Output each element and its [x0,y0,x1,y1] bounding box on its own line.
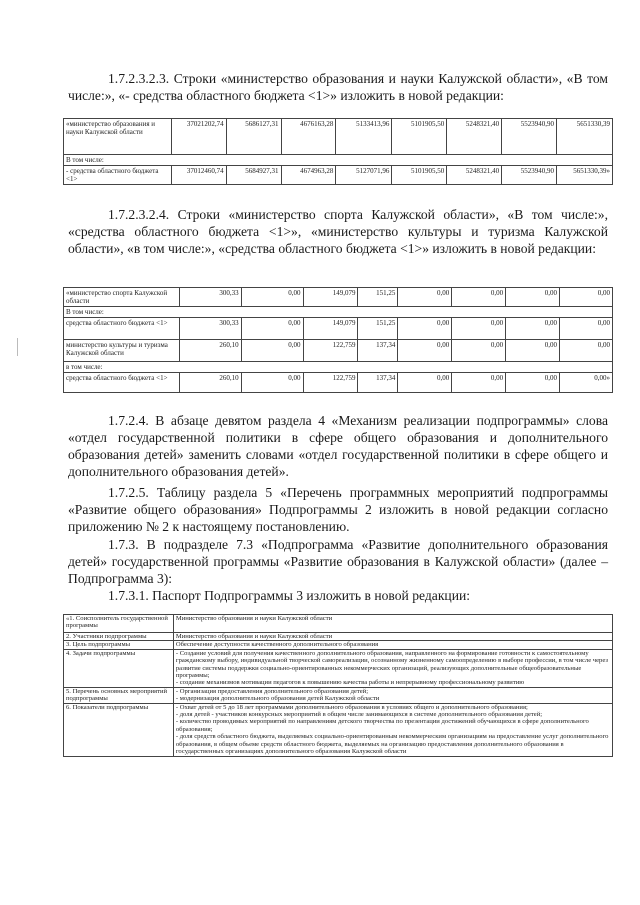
table-row: средства областного бюджета <1> 260,10 0,00 122,759 137,34 0,00 0,00 0,00 0,00» [64,373,613,393]
table-row: В том числе: [64,155,613,166]
table-row: 2. Участники подпрограммы Министерство образования и науки Калужской области [64,633,613,641]
paragraph-1-7-3-1: 1.7.3.1. Паспорт Подпрограммы 3 изложить в новой редакции: [108,588,471,603]
table-ministry-sport-culture [63,287,613,393]
table-row: 3. Цель подпрограммы Обеспечение доступности качественного дополнительного образования [64,641,613,649]
table-row: - средства областного бюджета <1> 37012460,74 5684927,31 4674963,28 5127071,96 5101905,50 5248321,40 5523940,90 5651330,39» [64,166,613,185]
table-ministry-education [63,118,613,185]
table-row: 5. Перечень основных мероприятий подпрограммы - Организация предоставления дополнительного образования детей; - модернизация дополнительного образования детей Калужской области [64,687,613,703]
table-row: 4. Задачи подпрограммы - Создание условий для получения качественного дополнительного образования, направленного на формирование готовности к самостоятельному гражданскому выбору, индивидуальной творческой самореализации, осознанному жизненному самоопределению в выборе профессии, в том числе через развитие системы поддержки социально-ориентированных некоммерческих организаций, реализующих дополнительные общеобразовательные программы; - создание механизмов мотивации педагогов к повышению качества работы и непрерывному профессиональному развитию [64,649,613,687]
paragraph-1-7-2-3-2-3: 1.7.2.3.2.3. Строки «министерство образования и науки Калужской области», «В том числе:», «- средства областного бюджета <1>» изложить в новой редакции: [68,71,608,103]
table-row: «министерство образования и науки Калужской области 37021202,74 5686127,31 4676163,28 5133413,96 5101905,50 5248321,40 5523940,90 5651330,39 [64,119,613,155]
table-row: В том числе: [64,307,613,318]
paragraph-1-7-2-5: 1.7.2.5. Таблицу раздела 5 «Перечень программных мероприятий подпрограммы «Развитие общего образования» Подпрограммы 2 изложить в новой редакции согласно приложению № 2 к настоящему постановлению. [68,485,608,534]
paragraph-1-7-2-3-2-4: 1.7.2.3.2.4. Строки «министерство спорта Калужской области», «В том числе:», «средства областного бюджета <1>», «министерство культуры и туризма Калужской области», «в том числе:», «средства областного бюджета <1>» изложить в новой редакции: [68,207,608,256]
paragraph-1-7-3: 1.7.3. В подразделе 7.3 «Подпрограмма «Развитие дополнительного образования детей» государственной программы «Развитие образования в Калужской области» (далее – Подпрограмма 3): [68,537,608,586]
table-row: «1. Соисполнитель государственной программы Министерство образования и науки Калужской области [64,615,613,633]
table-subprogram-3-passport [63,614,613,757]
table-row: в том числе: [64,362,613,373]
table-row: «министерство спорта Калужской области 300,33 0,00 149,079 151,25 0,00 0,00 0,00 0,00 [64,288,613,307]
margin-mark [17,338,18,356]
paragraph-1-7-2-4: 1.7.2.4. В абзаце девятом раздела 4 «Механизм реализации подпрограммы» слова «отдел государственной политики в сфере общего образования и дополнительного образования детей» заменить словами «отдел государственной политики в сфере общего и дополнительного образования детей». [68,413,608,479]
table-row: 6. Показатели подпрограммы - Охват детей от 5 до 18 лет программами дополнительного образования в условиях общего и дополнительного образования; - доля детей - участников конкурсных мероприятий в общем числе занимающихся в системе дополнительного образования детей; - количество проводимых мероприятий по направлениям детского творчества по презентации достижений обучающихся в сфере дополнительного образования; - доля средств областного бюджета, выделяемых социально-ориентированным некоммерческим организациям на предоставление услуг дополнительного образования, в общем объеме средств областного бюджета, выделяемых на организацию предоставления дополнительного образования в государственных организациях дополнительного образования Калужской области [64,703,613,756]
table-row: средства областного бюджета <1> 300,33 0,00 149,079 151,25 0,00 0,00 0,00 0,00 [64,318,613,340]
table-row: министерство культуры и туризма Калужской области 260,10 0,00 122,759 137,34 0,00 0,00 0,00 0,00 [64,340,613,362]
